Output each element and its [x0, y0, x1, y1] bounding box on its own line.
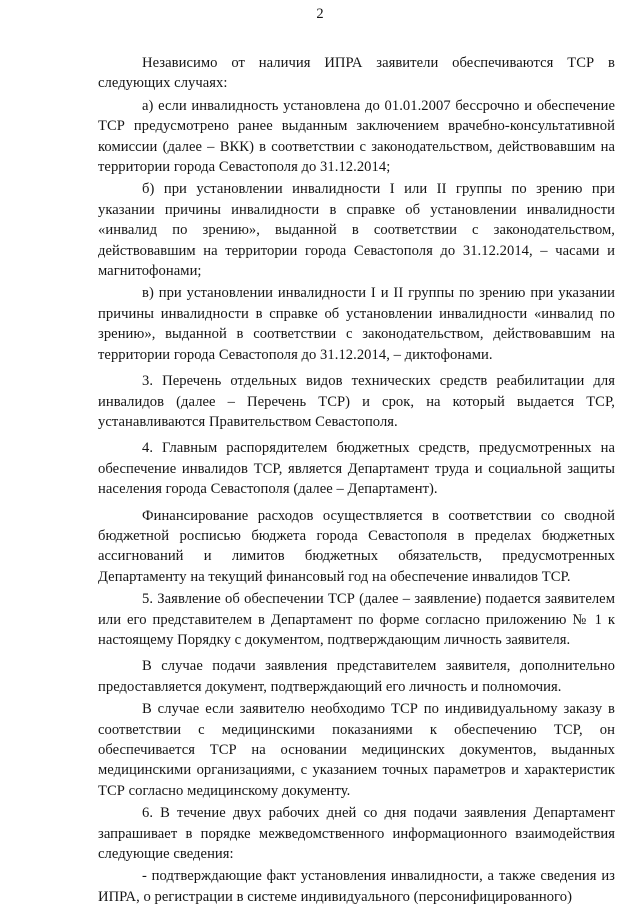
paragraph-individual-order: В случае если заявителю необходимо ТСР по индивидуальному заказу в соответствии с медицинскими показаниями к обеспечению ТСР, он обеспечивается ТСР на основании медицинских документов, выданных медицинскими организациями, с указанием точных параметров и характеристик ТСР согласно медицинскому документу. [98, 701, 615, 799]
page-number: 2 [316, 6, 324, 22]
paragraph-intro: Независимо от наличия ИПРА заявители обеспечиваются ТСР в следующих случаях: [98, 55, 615, 92]
paragraph-4: 4. Главным распорядителем бюджетных средств, предусмотренных на обеспечение инвалидов ТСР, является Департамент труда и социальной защиты населения города Севастополя (далее – Департамент). [98, 440, 615, 498]
paragraph-representative: В случае подачи заявления представителем заявителя, дополнительно предоставляется документ, подтверждающий его личность и полномочия. [98, 658, 615, 695]
paragraph-confirming-info: - подтверждающие факт установления инвалидности, а также сведения из ИПРА, о регистрации в системе индивидуального (персонифицированного) [98, 868, 615, 905]
paragraph-item-v: в) при установлении инвалидности I и II группы по зрению при указании причины инвалидности в справке об установлении инвалидности «инвалид по зрению», выданной в соответствии с законодательством, действовавшим на территории города Севастополя до 31.12.2014, – диктофонами. [98, 285, 615, 363]
paragraph-financing: Финансирование расходов осуществляется в соответствии со сводной бюджетной росписью бюджета города Севастополя в пределах бюджетных ассигнований и лимитов бюджетных обязательств, предусмотренных Департаменту на текущий финансовый год на обеспечение инвалидов ТСР. [98, 507, 615, 585]
paragraph-item-b: б) при установлении инвалидности I или II группы по зрению при указании причины инвалидности в справке об установлении инвалидности «инвалид по зрению», выданной в соответствии с законодательством, действовавшим на территории города Севастополя до 31.12.2014, – часами и магнитофонами; [98, 181, 615, 280]
paragraph-6: 6. В течение двух рабочих дней со дня подачи заявления Департамент запрашивает в порядке межведомственного информационного взаимодействия следующие сведения: [98, 805, 615, 863]
document-body [98, 53, 615, 909]
paragraph-item-a: а) если инвалидность установлена до 01.01.2007 бессрочно и обеспечение ТСР предусмотрено ранее выданным заключением врачебно-консультативной комиссии (далее – ВКК) в соответствии с законодательством, действовавшим на территории города Севастополя до 31.12.2014; [98, 97, 615, 176]
paragraph-3: 3. Перечень отдельных видов технических средств реабилитации для инвалидов (далее – Перечень ТСР) и срок, на который выдается ТСР, устанавливаются Правительством Севастополя. [98, 373, 615, 430]
paragraph-5: 5. Заявление об обеспечении ТСР (далее – заявление) подается заявителем или его представителем в Департамент по форме согласно приложению № 1 к настоящему Порядку с документом, подтверждающим личность заявителя. [98, 591, 615, 648]
